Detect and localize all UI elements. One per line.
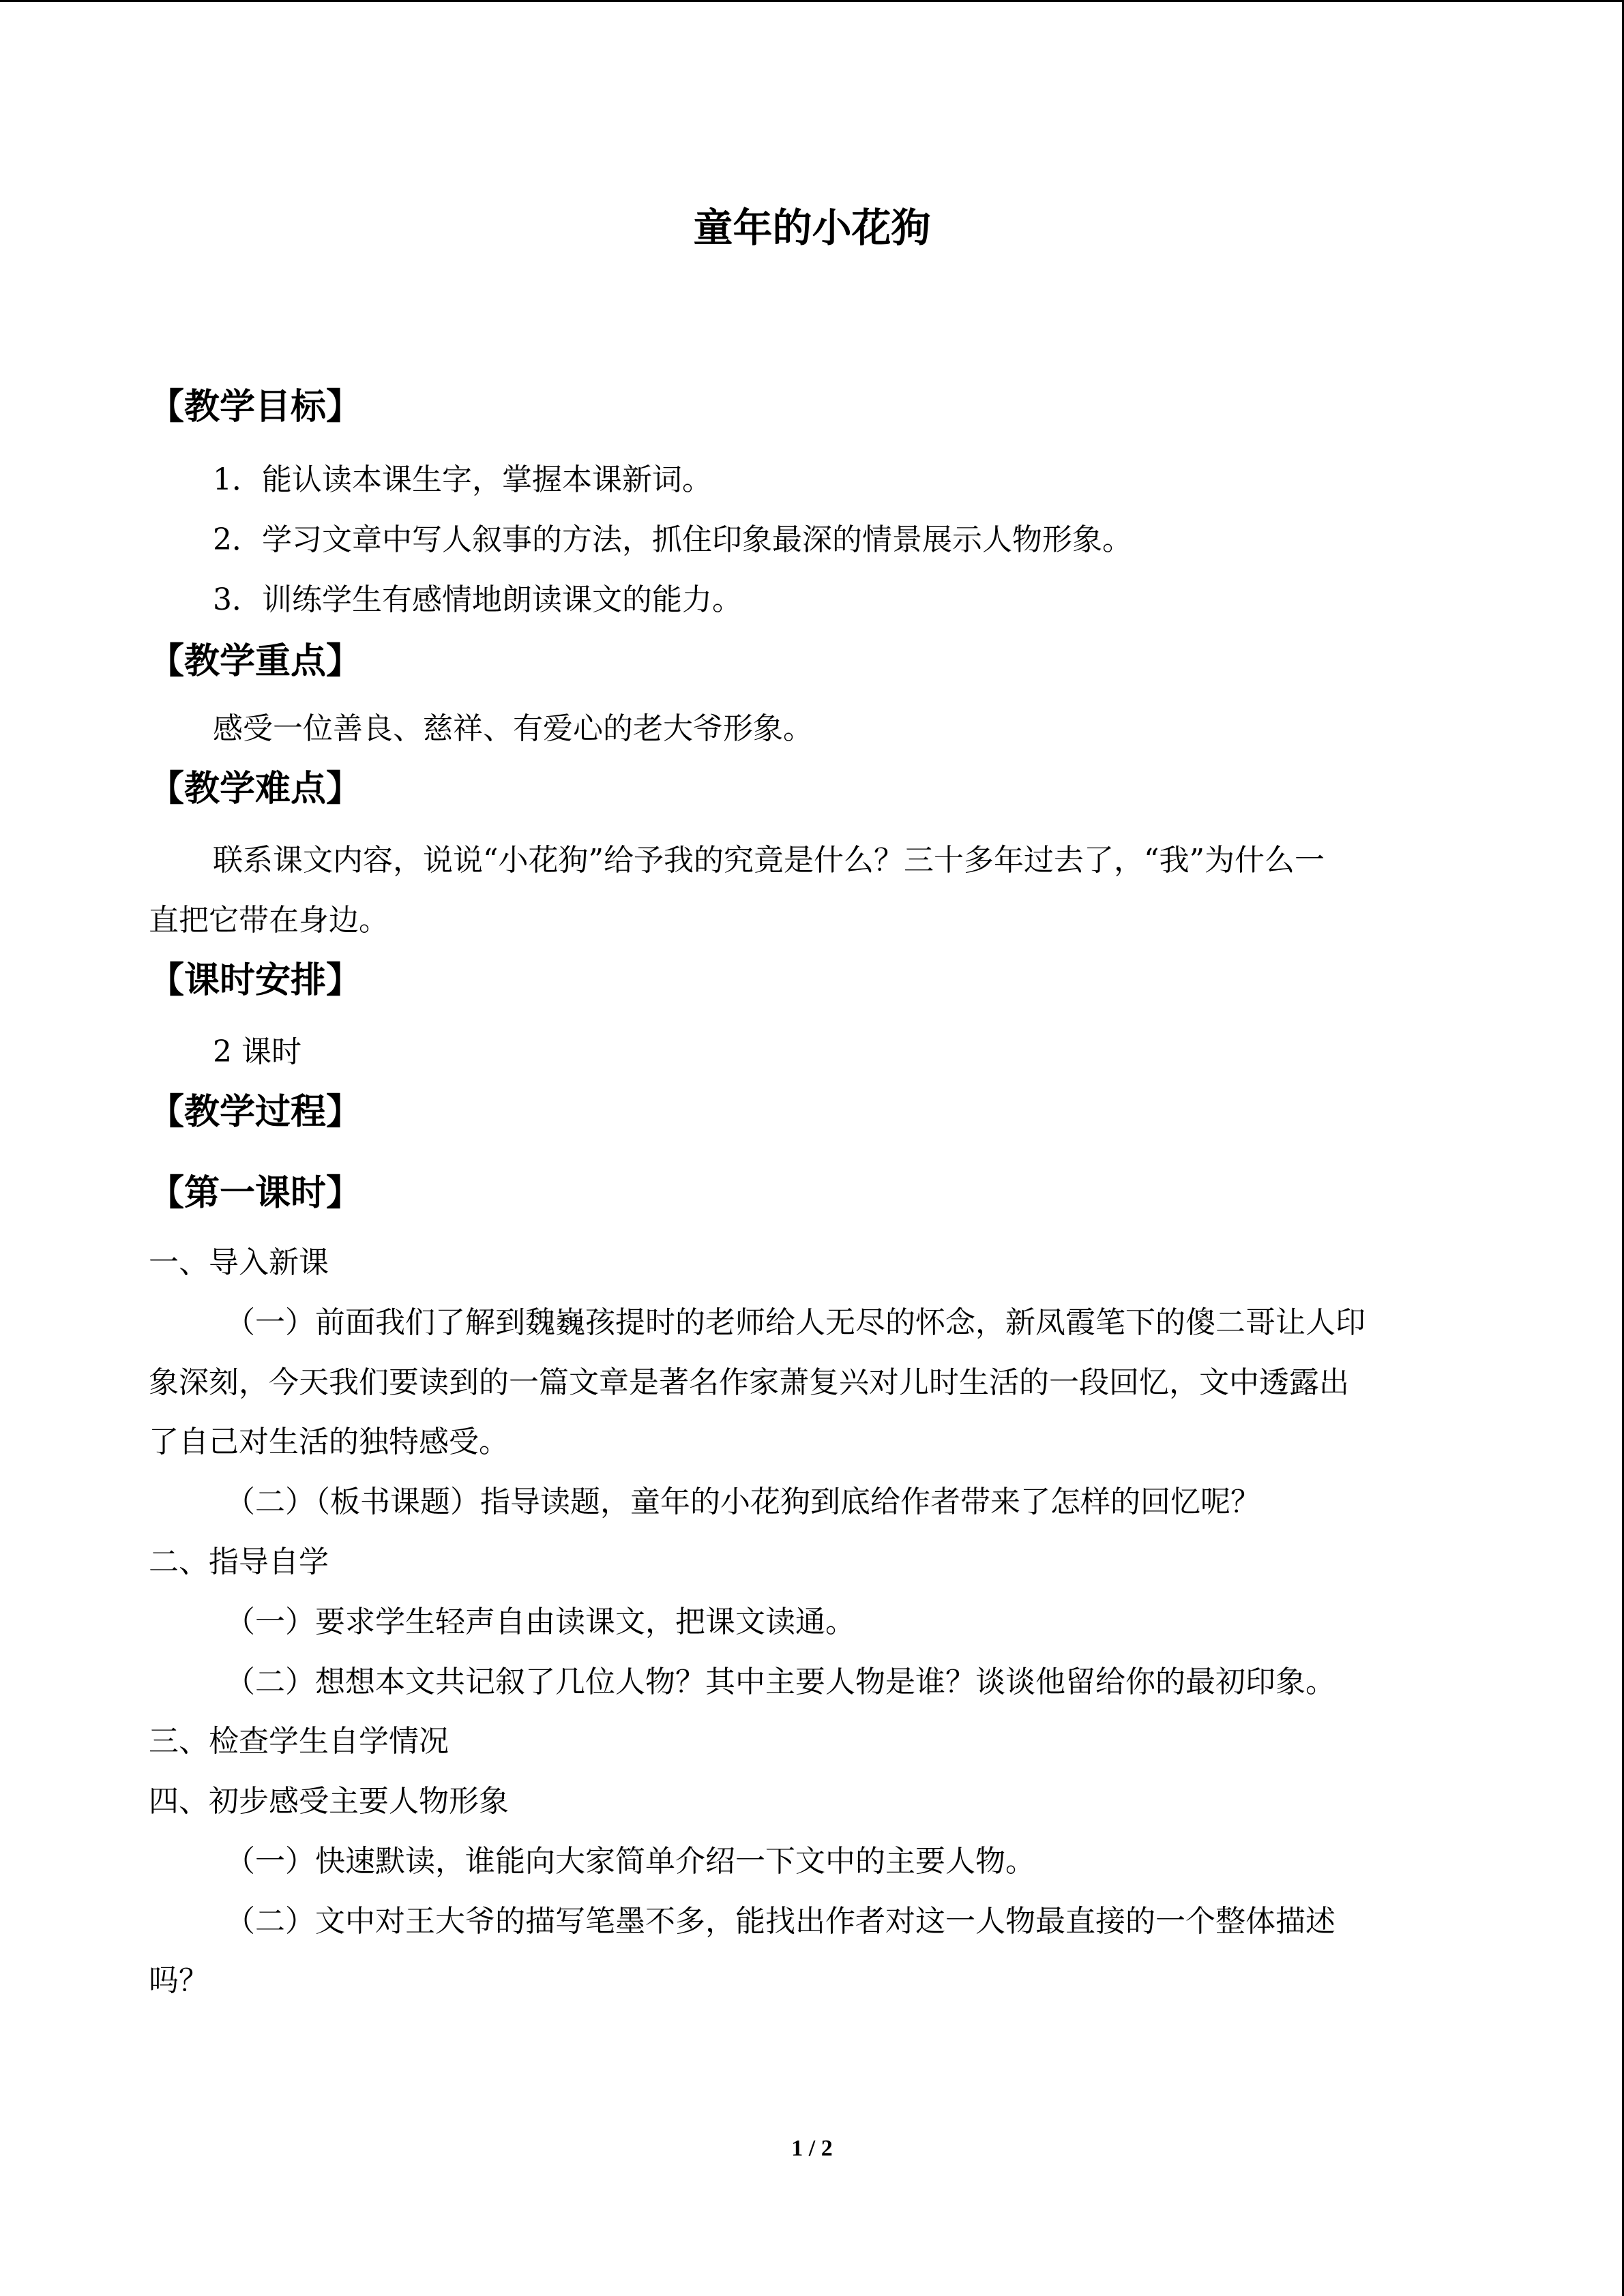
part3-title: 三、检查学生自学情况	[149, 1724, 449, 1759]
part4-item2-line2: 吗？	[149, 1963, 209, 1999]
part1-item1-line2: 象深刻，今天我们要读到的一篇文章是著名作家萧复兴对儿时生活的一段回忆，文中透露出	[149, 1365, 1349, 1400]
page-border-top	[0, 0, 1624, 2]
part2-item2: （二）想想本文共记叙了几位人物？其中主要人物是谁？谈谈他留给你的最初印象。	[225, 1664, 1335, 1699]
part1-title: 一、导入新课	[149, 1244, 329, 1280]
part1-item1-line3: 了自己对生活的独特感受。	[149, 1425, 509, 1460]
part4-item1: （一）快速默读，谁能向大家简单介绍一下文中的主要人物。	[225, 1843, 1035, 1879]
objective-item-2: 2．学习文章中写人叙事的方法，抓住印象最深的情景展示人物形象。	[213, 522, 1132, 558]
document-body	[149, 386, 1479, 1999]
difficulties-text-line1: 联系课文内容，说说“小花狗”给予我的究竟是什么？三十多年过去了，“我”为什么一	[213, 843, 1325, 878]
process-heading: 【教学过程】	[149, 1091, 362, 1133]
part1-item1-line1: （一）前面我们了解到魏巍孩提时的老师给人无尽的怀念，新凤霞笔下的傻二哥让人印	[225, 1304, 1365, 1340]
key-points-heading: 【教学重点】	[149, 640, 362, 682]
key-points-text: 感受一位善良、慈祥、有爱心的老大爷形象。	[213, 711, 813, 747]
document-title: 童年的小花狗	[693, 205, 931, 251]
objective-item-3: 3．训练学生有感情地朗读课文的能力。	[213, 582, 742, 617]
schedule-heading: 【课时安排】	[149, 959, 362, 1001]
part4-item2-line1: （二）文中对王大爷的描写笔墨不多，能找出作者对这一人物最直接的一个整体描述	[225, 1903, 1335, 1939]
objectives-heading: 【教学目标】	[149, 386, 362, 428]
schedule-text: 2 课时	[213, 1034, 301, 1070]
page-number: 1 / 2	[791, 2136, 833, 2161]
lesson1-heading: 【第一课时】	[149, 1172, 362, 1214]
part1-item2: （二）（板书课题）指导读题，童年的小花狗到底给作者带来了怎样的回忆呢？	[225, 1485, 1260, 1520]
part4-title: 四、初步感受主要人物形象	[149, 1784, 509, 1819]
difficulties-heading: 【教学难点】	[149, 767, 362, 809]
part2-title: 二、指导自学	[149, 1544, 329, 1579]
difficulties-text-line2: 直把它带在身边。	[149, 903, 389, 938]
part2-item1: （一）要求学生轻声自由读课文，把课文读通。	[225, 1604, 855, 1639]
objective-item-1: 1．能认读本课生字，掌握本课新词。	[213, 462, 712, 498]
